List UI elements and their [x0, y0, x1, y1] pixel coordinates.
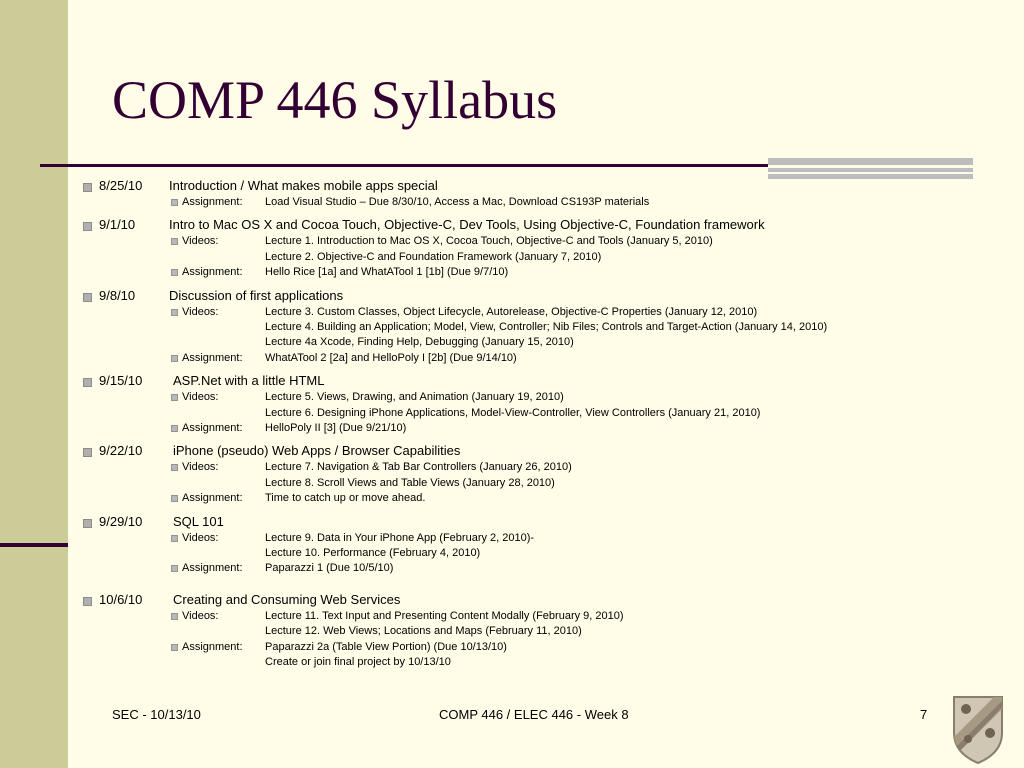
week-bullet — [83, 597, 92, 606]
item-bullet — [171, 238, 178, 245]
week-date: 10/6/10 — [99, 591, 143, 607]
item-text: Time to catch up or move ahead. — [265, 492, 426, 505]
item-text: Lecture 12. Web Views; Locations and Maps (February 11, 2010) — [265, 625, 582, 638]
item-text: WhatATool 2 [2a] and HelloPoly I [2b] (Due 9/14/10) — [265, 351, 517, 364]
item-bullet — [171, 425, 178, 432]
item-text: Lecture 6. Designing iPhone Applications, Model-View-Controller, View Controllers (January 21, 2010) — [265, 406, 761, 419]
item-text: Lecture 1. Introduction to Mac OS X, Cocoa Touch, Objective-C and Tools (January 5, 2010) — [265, 235, 713, 248]
item-label: Videos: — [182, 531, 219, 544]
item-bullet — [171, 644, 178, 651]
week-date: 9/1/10 — [99, 217, 136, 233]
item-text: Load Visual Studio – Due 8/30/10, Access a Mac, Download CS193P materials — [265, 196, 650, 208]
item-text: Lecture 11. Text Input and Presenting Content Modally (February 9, 2010) — [265, 609, 624, 622]
item-text: Lecture 10. Performance (February 4, 2010) — [265, 547, 481, 559]
item-text: Lecture 4. Building an Application; Model, View, Controller; Nib Files; Controls and Target-Action (January 14, 2010) — [265, 321, 828, 333]
item-label: Videos: — [182, 609, 219, 622]
week-bullet — [83, 183, 92, 192]
item-label: Assignment: — [182, 196, 243, 208]
week-topic: Intro to Mac OS X and Cocoa Touch, Objective-C, Dev Tools, Using Objective-C, Foundation framework — [169, 217, 765, 233]
item-label: Assignment: — [182, 351, 243, 364]
week-date: 9/29/10 — [99, 513, 143, 529]
footer-center: COMP 446 / ELEC 446 - Week 8 — [439, 707, 629, 722]
rice-university-shield-icon — [950, 693, 1006, 765]
item-bullet — [171, 394, 178, 401]
item-bullet — [171, 613, 178, 620]
week-bullet — [83, 222, 92, 231]
week-bullet — [83, 293, 92, 302]
accent-stripes — [768, 158, 973, 179]
item-text: Lecture 4a Xcode, Finding Help, Debugging (January 15, 2010) — [265, 336, 574, 349]
item-bullet — [171, 495, 178, 502]
week-topic: Introduction / What makes mobile apps special — [169, 178, 438, 193]
item-text: Paparazzi 2a (Table View Portion) (Due 10/13/10) — [265, 640, 507, 653]
week-topic: iPhone (pseudo) Web Apps / Browser Capabilities — [173, 443, 461, 459]
week-topic: Creating and Consuming Web Services — [173, 591, 401, 607]
item-label: Assignment: — [182, 562, 243, 575]
item-label: Videos: — [182, 235, 219, 248]
item-bullet — [171, 565, 178, 572]
week-topic: ASP.Net with a little HTML — [173, 373, 325, 389]
item-text: HelloPoly II [3] (Due 9/21/10) — [265, 422, 407, 434]
item-label: Assignment: — [182, 266, 243, 279]
item-text: Hello Rice [1a] and WhatATool 1 [1b] (Due 9/7/10) — [265, 266, 509, 279]
week-bullet — [83, 448, 92, 457]
week-date: 8/25/10 — [99, 178, 143, 193]
item-label: Videos: — [182, 461, 219, 474]
item-bullet — [171, 464, 178, 471]
title-underline — [40, 164, 768, 167]
item-text: Lecture 7. Navigation & Tab Bar Controllers (January 26, 2010) — [265, 461, 572, 474]
week-topic: Discussion of first applications — [169, 287, 344, 303]
item-text: Paparazzi 1 (Due 10/5/10) — [265, 562, 394, 575]
week-date: 9/15/10 — [99, 373, 143, 389]
footer-left: SEC - 10/13/10 — [112, 707, 201, 722]
left-decorative-bar — [0, 0, 68, 768]
week-date: 9/8/10 — [99, 287, 136, 303]
item-label: Assignment: — [182, 492, 243, 505]
item-bullet — [171, 199, 178, 206]
item-bullet — [171, 269, 178, 276]
week-topic: SQL 101 — [173, 513, 224, 529]
slide-title: COMP 446 Syllabus — [112, 70, 558, 130]
left-bar-divider — [0, 543, 68, 547]
item-bullet — [171, 355, 178, 362]
item-label: Assignment: — [182, 640, 243, 653]
page-number: 7 — [920, 707, 928, 722]
item-text: Create or join final project by 10/13/10 — [265, 656, 451, 668]
item-bullet — [171, 535, 178, 542]
week-date: 9/22/10 — [99, 443, 143, 459]
item-label: Videos: — [182, 305, 219, 318]
item-text: Lecture 2. Objective-C and Foundation Framework (January 7, 2010) — [265, 250, 602, 263]
item-text: Lecture 8. Scroll Views and Table Views (January 28, 2010) — [265, 476, 555, 489]
item-text: Lecture 5. Views, Drawing, and Animation (January 19, 2010) — [265, 391, 564, 404]
item-text: Lecture 3. Custom Classes, Object Lifecycle, Autorelease, Objective-C Properties (January 12, 2010) — [265, 305, 758, 318]
item-label: Assignment: — [182, 422, 243, 434]
item-label: Videos: — [182, 391, 219, 404]
week-bullet — [83, 519, 92, 528]
week-bullet — [83, 378, 92, 387]
item-bullet — [171, 309, 178, 316]
item-text: Lecture 9. Data in Your iPhone App (February 2, 2010)- — [265, 531, 535, 544]
